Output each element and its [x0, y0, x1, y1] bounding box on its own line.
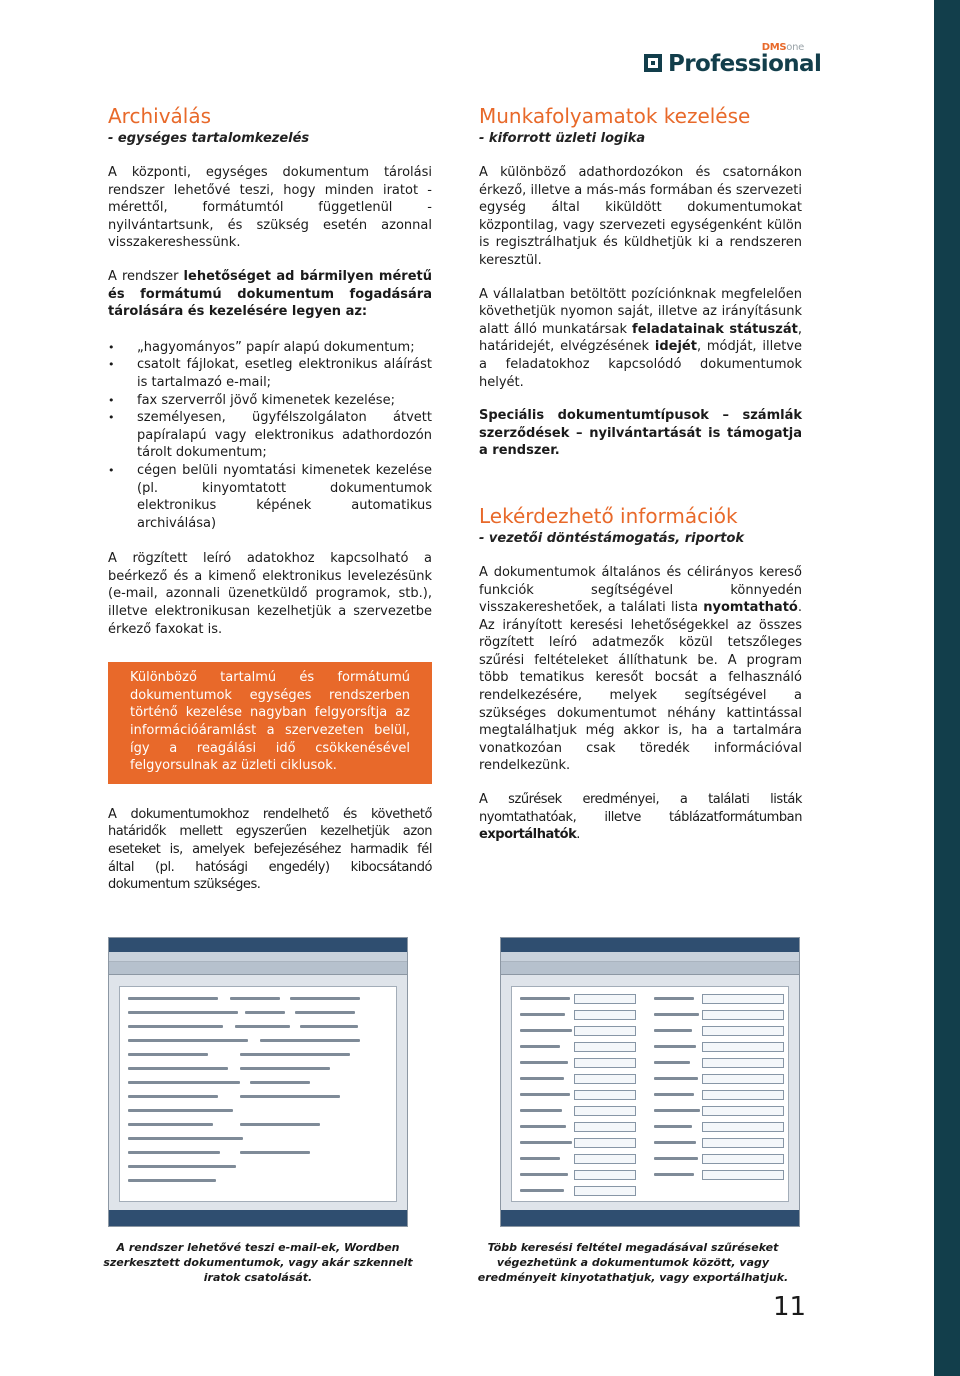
- screenshot-menubar: [501, 952, 799, 962]
- highlight-callout: Különböző tartalmú és formátumú dokumentumok egységes rendszerben történő kezelése nagyban felgyorsítja az információáramlást a szervezeten belül, így a reagálási idő csökkenésével felgyorsulnak az üzleti ciklusok.: [108, 662, 432, 784]
- left-figure-caption: A rendszer lehetővé teszi e-mail-ek, Wordben szerkesztett dokumentumok, vagy akár szkennelt iratok csatolását.: [103, 1241, 413, 1284]
- list-item: • személyesen, ügyfélszolgálaton átvett papíralapú vagy elektronikus adathordozón tárolt dokumentum;: [108, 409, 432, 462]
- archive-subtitle: - egységes tartalomkezelés: [108, 131, 310, 146]
- workflow-subtitle: - kiforrott üzleti logika: [479, 131, 646, 146]
- logo-dms-mark: DMSone: [761, 42, 804, 53]
- query-paragraph-1: A dokumentumok általános és célirányos kereső funkciók segítségével könnyedén visszakereshetőek, a találati lista nyomtatható. Az irányított keresési lehetőségekkel az összes rögzített leíró adatmezők közül tetszőleges szűrési feltételeket állíthatunk be. A program több tematikus keresőt bocsát a felhasználó rendelkezésére, melyek segítségével a szükséges dokumentumot néhány kattintással megtalálhatjuk még akkor is, ha a tartalmára vonatkozóan csak töredék információval rendelkezünk.: [479, 564, 802, 774]
- screenshot-taskbar: [501, 1210, 799, 1226]
- workflow-title: Munkafolyamatok kezelése: [479, 104, 751, 128]
- archive-paragraph-2: A rendszer lehetőséget ad bármilyen méretű és formátumú dokumentum fogadására tárolására és kezelésére legyen az:: [108, 268, 432, 320]
- archive-paragraph-4: A dokumentumokhoz rendelhető és követhető határidők mellett egyszerűen kezelhetjük azon eseteket is, amelyek befejezéséhez harmadik fél által (pl. hatósági engedély) kibocsátandó dokumentum szükséges.: [108, 806, 432, 893]
- archive-paragraph-1: A központi, egységes dokumentum tárolási rendszer lehetővé teszi, hogy minden iratot - mérettől, formátumtól függetlenül -nyilvántartsunk, és szükség esetén azonnal visszakereshessünk.: [108, 165, 432, 251]
- screenshot-taskbar: [109, 1210, 407, 1226]
- query-paragraph-2: A szűrések eredményei, a találati listák nyomtathatóak, illetve táblázatformátumban exportálhatók.: [479, 792, 802, 843]
- screenshot-menubar: [109, 952, 407, 962]
- page-number: 11: [773, 1292, 807, 1322]
- workflow-paragraph-1: A különböző adathordozókon és csatornákon érkező, illetve a más-más formában és szervezeti egység által kiküldött dokumentumokat központilag, vagy szervezeti egységenként külön is regisztrálhatjuk és küldhetjük ki a rendszeren keresztül.: [479, 165, 802, 268]
- brand-logo: [644, 42, 822, 77]
- right-figure-caption: Több keresési feltétel megadásával szűréseket végezhetünk a dokumentumok között, vagy eredményeit kinyotathatjuk, vagy exportálhatjuk.: [477, 1241, 789, 1284]
- screenshot-titlebar: [109, 938, 407, 952]
- workflow-paragraph-3: Speciális dokumentumtípusok – számlák szerződések – nyilvántartását is támogatja a rendszer.: [479, 408, 802, 459]
- screenshot-search-form: [511, 986, 789, 1202]
- email-client-screenshot: [108, 937, 408, 1227]
- screenshot-toolbar: [109, 962, 407, 975]
- logo-wordmark: Professional: [668, 51, 822, 77]
- screenshot-titlebar: [501, 938, 799, 952]
- query-title: Lekérdezhető információk: [479, 503, 738, 528]
- side-stripe: [934, 0, 960, 1376]
- list-item: • fax szerverről jövő kimenetek kezelése;: [108, 392, 432, 410]
- archive-paragraph-3: A rögzített leíró adatokhoz kapcsolható a beérkező és a kimenő elektronikus levelezésünk (e-mail, azonnali üzenetküldő programok, stb.), illetve elektronikusan kezelhetjük a szervezetbe érkező faxokat is.: [108, 551, 432, 637]
- workflow-paragraph-2: A vállalatban betöltött pozíciónknak megfelelően követhetjük nyomon saját, illetve az irányításunk alatt álló munkatársak feladatainak státuszát, határidejét, elvégzésének idejét, módját, illetve a feladatokhoz kapcsolódó dokumentumok helyét.: [479, 286, 802, 390]
- archive-title: Archiválás: [108, 104, 212, 128]
- query-subtitle: - vezetői döntéstámogatás, riportok: [479, 530, 745, 546]
- screenshot-toolbar: [501, 962, 799, 975]
- screenshot-message-list: [119, 986, 397, 1202]
- list-item: • csatolt fájlokat, esetleg elektronikus aláírást is tartalmazó e-mail;: [108, 356, 432, 391]
- list-item: • „hagyományos” papír alapú dokumentum;: [108, 339, 432, 357]
- logo-square-icon: [644, 54, 662, 72]
- right-column: [479, 104, 802, 844]
- left-column: [108, 104, 432, 894]
- search-form-screenshot: [500, 937, 800, 1227]
- archive-bullet-list: [108, 339, 432, 533]
- list-item: • cégen belüli nyomtatási kimenetek kezelése (pl. kinyomtatott dokumentumok elektronikus képének automatikus archiválása): [108, 462, 432, 532]
